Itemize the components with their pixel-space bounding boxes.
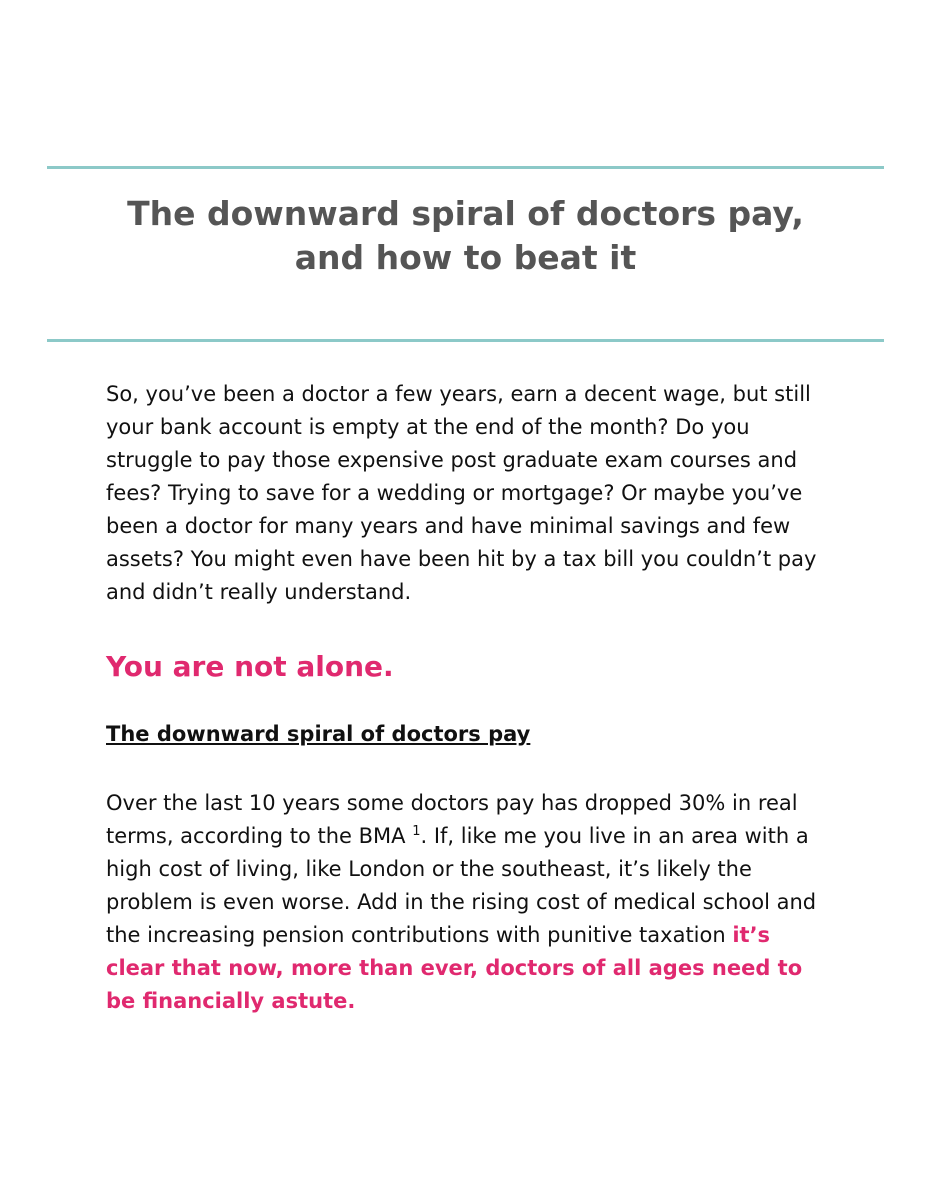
document-body	[106, 378, 828, 1018]
bottom-divider	[47, 339, 884, 342]
title-line-1: The downward spiral of doctors pay,	[127, 194, 804, 233]
intro-paragraph: So, you’ve been a doctor a few years, earn a decent wage, but still your bank account is empty at the end of the month? Do you struggle to pay those expensive post graduate exam courses and fees? Trying to save for a wedding or mortgage? Or maybe you’ve been a doctor for many years and have minimal savings and few assets? You might even have been hit by a tax bill you couldn’t pay and didn’t really understand.	[106, 382, 817, 604]
section-heading: The downward spiral of doctors pay	[106, 722, 531, 746]
footnote-reference: 1	[412, 824, 421, 839]
title-line-2: and how to beat it	[294, 238, 637, 277]
body-text-part-1: Over the last 10 years some doctors pay has dropped 30% in real terms, according to the BMA	[106, 791, 798, 848]
document-title	[47, 192, 884, 280]
top-divider	[47, 166, 884, 169]
body-text-part-2: . If, like me you live in an area with a high cost of living, like London or the southeast, it’s likely the problem is even worse. Add in the rising cost of medical school and the increasing pension contributions with punitive taxation	[106, 824, 817, 947]
body-paragraph	[106, 787, 828, 1018]
body-highlight-text: it’s clear that now, more than ever, doctors of all ages need to be financially astute.	[106, 923, 803, 1013]
callout-text: You are not alone.	[106, 650, 394, 683]
